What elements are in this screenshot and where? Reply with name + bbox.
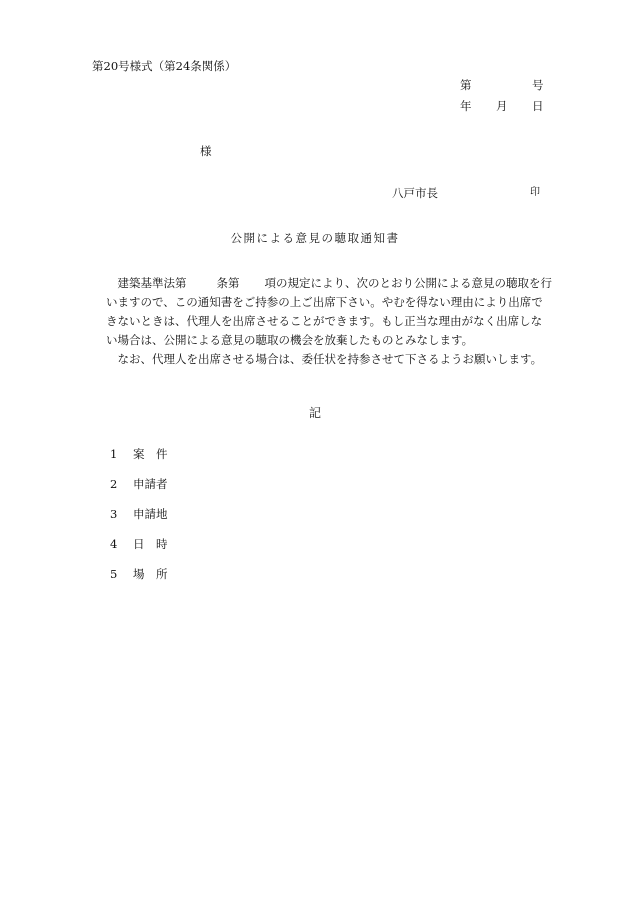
date-year: 年 — [460, 99, 472, 113]
sender-name: 八戸市長 — [392, 186, 438, 200]
form-number-label: 第20号様式（第24条関係） — [92, 59, 237, 73]
item-list — [110, 448, 168, 598]
item-label: 場 所 — [133, 567, 168, 581]
date-month: 月 — [496, 99, 508, 113]
ki-heading: 記 — [308, 406, 321, 420]
item-number: 2 — [110, 477, 118, 491]
date-day: 日 — [532, 99, 544, 113]
item-label: 案 件 — [133, 447, 168, 461]
item-number: 3 — [110, 507, 118, 521]
list-item — [110, 508, 168, 538]
item-number: 5 — [110, 567, 118, 581]
addressee-honorific: 様 — [200, 144, 212, 158]
item-label: 申請者 — [133, 477, 168, 491]
body-article-label: 条第 — [216, 276, 240, 290]
document-number-suffix: 号 — [532, 78, 544, 92]
item-label: 日 時 — [133, 537, 168, 551]
body-paragraph-2: なお、代理人を出席させる場合は、委任状を持参させて下さるようお願いします。 — [117, 352, 543, 366]
list-item — [110, 448, 168, 478]
seal-mark: 印 — [530, 187, 540, 198]
item-label: 申請地 — [133, 507, 168, 521]
document-title: 公開による意見の聴取通知書 — [230, 231, 400, 245]
list-item — [110, 538, 168, 568]
list-item — [110, 478, 168, 508]
body-paragraph-1 — [106, 274, 552, 350]
document-number-prefix: 第 — [460, 78, 472, 92]
item-number: 4 — [110, 537, 118, 551]
list-item — [110, 568, 168, 598]
body-main-text: 項の規定により、次のとおり公開による意見の聴取を行いますので、この通知書をご持参の上ご出席下さい。やむを得ない理由により出席できないときは、代理人を出席させることができます。もし正当な理由がなく出席しない場合は、公開による意見の聴取の機会を放棄したものとみなします。 — [106, 276, 552, 347]
item-number: 1 — [110, 447, 118, 461]
body-law-prefix: 建築基準法第 — [117, 276, 187, 290]
notice-body — [106, 274, 552, 369]
